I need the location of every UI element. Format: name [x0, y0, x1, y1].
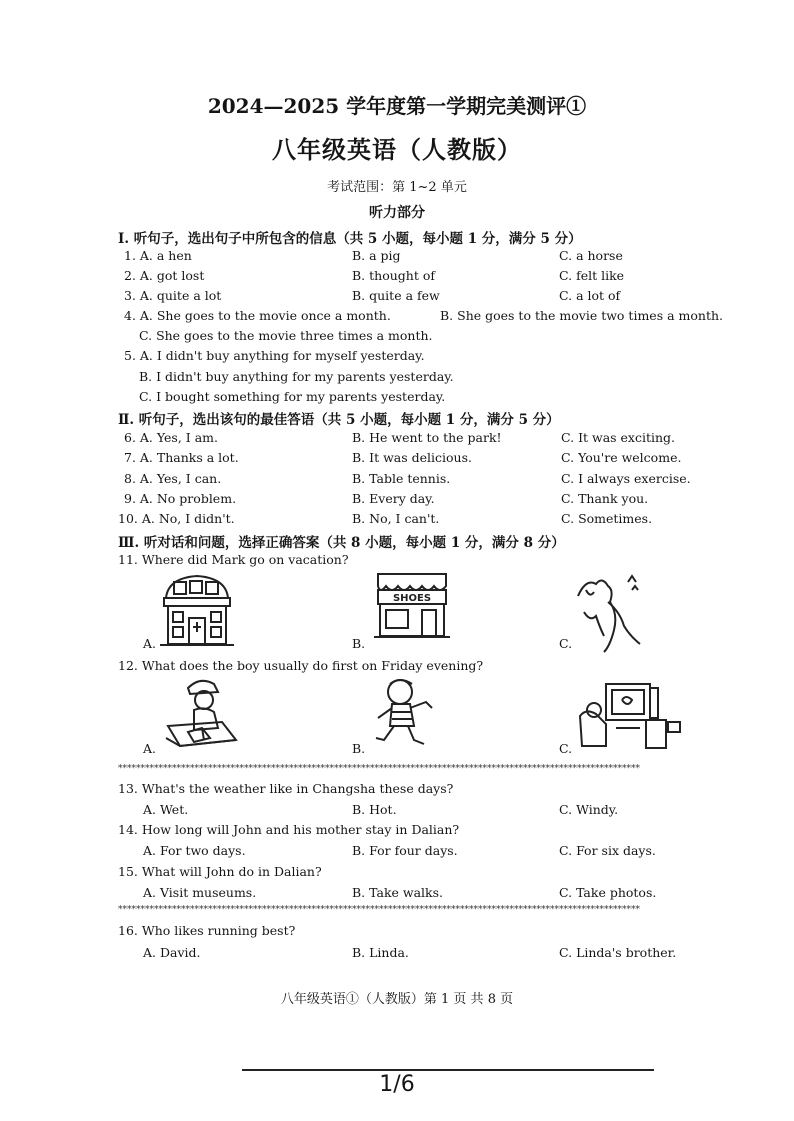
q15-question: 15. What will John do in Dalian?: [118, 864, 322, 879]
q6-option-c: C. It was exciting.: [561, 430, 676, 445]
shop-sign-text: SHOES: [392, 593, 432, 604]
q11-question: 11. Where did Mark go on vacation?: [118, 552, 349, 567]
q1-option-b: B. a pig: [352, 248, 401, 263]
part2-heading: Ⅱ. 听句子，选出该句的最佳答语（共 5 小题，每小题 1 分，满分 5 分）: [118, 412, 560, 428]
q10-option-a: 10. A. No, I didn't.: [118, 511, 235, 526]
q3-option-a: 3. A. quite a lot: [124, 288, 222, 303]
part3-heading: Ⅲ. 听对话和问题，选择正确答案（共 8 小题，每小题 1 分，满分 8 分）: [118, 535, 565, 551]
q6-option-b: B. He went to the park!: [352, 430, 502, 445]
q14-option-a: A. For two days.: [143, 843, 246, 858]
q11-option-b-label: B.: [352, 636, 366, 651]
q5-option-a: 5. A. I didn't buy anything for myself yesterday.: [124, 348, 425, 363]
q15-option-c: C. Take photos.: [559, 885, 657, 900]
q7-option-a: 7. A. Thanks a lot.: [124, 450, 239, 465]
exam-title: 2024—2025 学年度第一学期完美测评①: [207, 94, 587, 118]
q12-option-c-label: C.: [559, 741, 573, 756]
separator-stars-1: ********************************************************************************************************************: [118, 764, 640, 774]
q3-option-c: C. a lot of: [559, 288, 621, 303]
q14-question: 14. How long will John and his mother stay in Dalian?: [118, 822, 460, 837]
q2-option-b: B. thought of: [352, 268, 435, 283]
q2-option-a: 2. A. got lost: [124, 268, 205, 283]
q15-option-b: B. Take walks.: [352, 885, 444, 900]
part1-heading: Ⅰ. 听句子，选出句子中所包含的信息（共 5 小题，每小题 1 分，满分 5 分）: [118, 231, 582, 247]
boy-reading-picture: [160, 674, 240, 756]
page-footer: 八年级英语①（人教版）第 1 页 共 8 页: [280, 992, 514, 1007]
section-title: 听力部分: [369, 205, 425, 221]
q1-option-a: 1. A. a hen: [124, 248, 192, 263]
q12-option-b-label: B.: [352, 741, 366, 756]
q8-option-b: B. Table tennis.: [352, 471, 451, 486]
page-number: 1/6: [379, 1072, 415, 1097]
q16-question: 16. Who likes running best?: [118, 923, 296, 938]
q8-option-a: 8. A. Yes, I can.: [124, 471, 222, 486]
q16-option-b: B. Linda.: [352, 945, 409, 960]
q4-option-c: C. She goes to the movie three times a month.: [139, 328, 433, 343]
q12-question: 12. What does the boy usually do first on Friday evening?: [118, 658, 484, 673]
q7-option-b: B. It was delicious.: [352, 450, 472, 465]
q16-option-a: A. David.: [143, 945, 201, 960]
q10-option-c: C. Sometimes.: [561, 511, 653, 526]
q2-option-c: C. felt like: [559, 268, 625, 283]
q5-option-b: B. I didn't buy anything for my parents yesterday.: [139, 369, 454, 384]
q13-option-c: C. Windy.: [559, 802, 619, 817]
q16-option-c: C. Linda's brother.: [559, 945, 677, 960]
q11-option-a-label: A.: [143, 636, 157, 651]
q3-option-b: B. quite a few: [352, 288, 440, 303]
q14-option-b: B. For four days.: [352, 843, 458, 858]
q13-option-a: A. Wet.: [143, 802, 189, 817]
subject-title: 八年级英语（人教版）: [272, 135, 522, 164]
q8-option-c: C. I always exercise.: [561, 471, 691, 486]
q14-option-c: C. For six days.: [559, 843, 656, 858]
q10-option-b: B. No, I can't.: [352, 511, 440, 526]
q15-option-a: A. Visit museums.: [143, 885, 257, 900]
q9-option-c: C. Thank you.: [561, 491, 649, 506]
boy-running-picture: [370, 676, 438, 754]
q12-option-a-label: A.: [143, 741, 157, 756]
q5-option-c: C. I bought something for my parents yesterday.: [139, 389, 446, 404]
shoe-store-picture: [372, 572, 452, 640]
library-building-picture: [158, 572, 236, 648]
mountain-picture: [574, 572, 644, 654]
q13-question: 13. What's the weather like in Changsha these days?: [118, 781, 454, 796]
footer-divider: [242, 1069, 654, 1071]
exam-scope: 考试范围：第 1~2 单元: [327, 180, 467, 195]
q9-option-b: B. Every day.: [352, 491, 435, 506]
q13-option-b: B. Hot.: [352, 802, 397, 817]
q4-option-a: 4. A. She goes to the movie once a month.: [124, 308, 391, 323]
q1-option-c: C. a horse: [559, 248, 623, 263]
q6-option-a: 6. A. Yes, I am.: [124, 430, 218, 445]
watching-tv-picture: [576, 680, 684, 752]
q11-option-c-label: C.: [559, 636, 573, 651]
q4-option-b: B. She goes to the movie two times a month.: [440, 308, 723, 323]
q7-option-c: C. You're welcome.: [561, 450, 682, 465]
separator-stars-2: ********************************************************************************************************************: [118, 905, 640, 915]
q9-option-a: 9. A. No problem.: [124, 491, 237, 506]
